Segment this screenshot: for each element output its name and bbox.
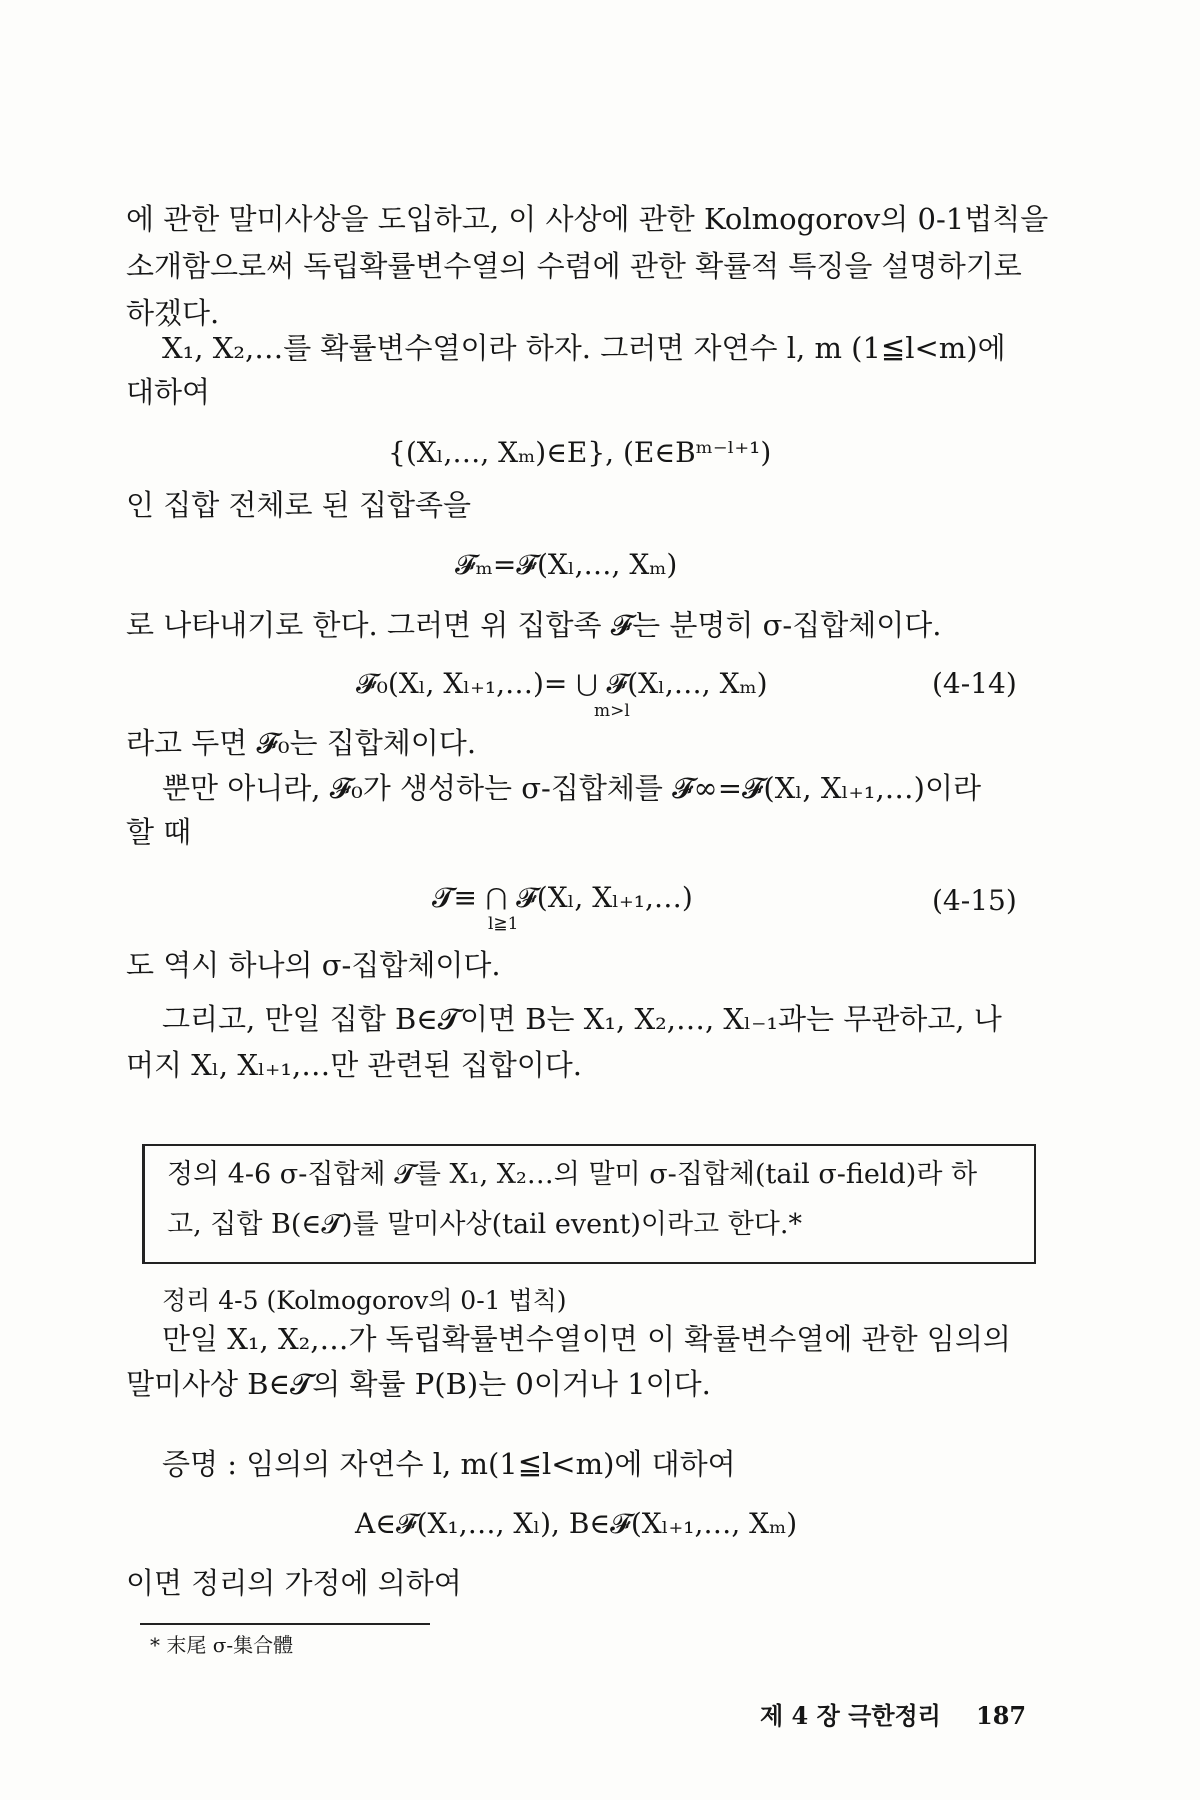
equation-number-4-14: (4-14) <box>932 667 1017 700</box>
proof-line-3: 이면 정리의 가정에 의하여 <box>126 1566 462 1600</box>
theorem-line-2: 말미사상 B∈𝓣의 확률 P(B)는 0이거나 1이다. <box>126 1367 711 1401</box>
body-line-9: 뿐만 아니라, 𝓕₀가 생성하는 σ-집합체를 𝓕∞=𝓕(Xₗ, Xₗ₊₁,…)이라 <box>162 771 981 805</box>
theorem-line-1: 만일 X₁, X₂,…가 독립확률변수열이면 이 확률변수열에 관한 임의의 <box>162 1322 1011 1356</box>
body-line-7: 로 나타내기로 한다. 그러면 위 집합족 𝓕는 분명히 σ-집합체이다. <box>126 608 942 642</box>
body-line-1: 에 관한 말미사상을 도입하고, 이 사상에 관한 Kolmogorov의 0-1법칙을 <box>126 202 1049 236</box>
body-line-6: 인 집합 전체로 된 집합족을 <box>126 488 472 522</box>
body-line-11: 도 역시 하나의 σ-집합체이다. <box>126 948 501 982</box>
footnote: * 末尾 σ-集合體 <box>150 1633 294 1657</box>
body-line-2: 소개함으로써 독립확률변수열의 수렴에 관한 확률적 특징을 설명하기로 <box>126 249 1022 283</box>
body-line-12: 그리고, 만일 집합 B∈𝓣이면 B는 X₁, X₂,…, Xₗ₋₁과는 무관하고, 나 <box>162 1002 1002 1036</box>
proof-line-1: 증명 : 임의의 자연수 l, m(1≦l<m)에 대하여 <box>162 1447 736 1481</box>
union-subscript: m>l <box>594 701 630 721</box>
definition-box <box>142 1144 1036 1264</box>
footnote-rule <box>140 1623 430 1625</box>
body-line-5: 대하여 <box>126 375 211 409</box>
page-number: 187 <box>976 1701 1027 1730</box>
definition-line-1: 정의 4-6 σ-집합체 𝓣를 X₁, X₂…의 말미 σ-집합체(tail σ-field)라 하 <box>167 1159 978 1190</box>
body-line-3: 하겠다. <box>126 296 220 330</box>
equation-event-set: {(Xₗ,…, Xₘ)∈E}, (E∈Bᵐ⁻ˡ⁺¹) <box>388 436 772 469</box>
body-line-10: 할 때 <box>126 815 192 849</box>
definition-line-2: 고, 집합 B(∈𝓣)를 말미사상(tail event)이라고 한다.* <box>167 1209 802 1240</box>
running-footer-chapter: 제 4 장 극한정리 <box>760 1701 941 1730</box>
intersection-subscript: l≧1 <box>488 914 519 934</box>
body-line-13: 머지 Xₗ, Xₗ₊₁,…만 관련된 집합이다. <box>126 1048 582 1082</box>
equation-number-4-15: (4-15) <box>932 884 1017 917</box>
body-line-4: X₁, X₂,…를 확률변수열이라 하자. 그러면 자연수 l, m (1≦l<m)에 <box>162 331 1006 365</box>
theorem-title: 정리 4-5 (Kolmogorov의 0-1 법칙) <box>162 1286 567 1315</box>
equation-sigma-field-def: 𝓕ₘ=𝓕(Xₗ,…, Xₘ) <box>455 548 678 581</box>
equation-4-15: 𝓣≡ ⋂ 𝓕(Xₗ, Xₗ₊₁,…) <box>432 881 693 914</box>
body-line-8: 라고 두면 𝓕₀는 집합체이다. <box>126 726 477 760</box>
proof-equation: A∈𝓕(X₁,…, Xₗ), B∈𝓕(Xₗ₊₁,…, Xₘ) <box>355 1507 798 1540</box>
equation-4-14: 𝓕₀(Xₗ, Xₗ₊₁,…)= ⋃ 𝓕(Xₗ,…, Xₘ) <box>356 667 768 700</box>
